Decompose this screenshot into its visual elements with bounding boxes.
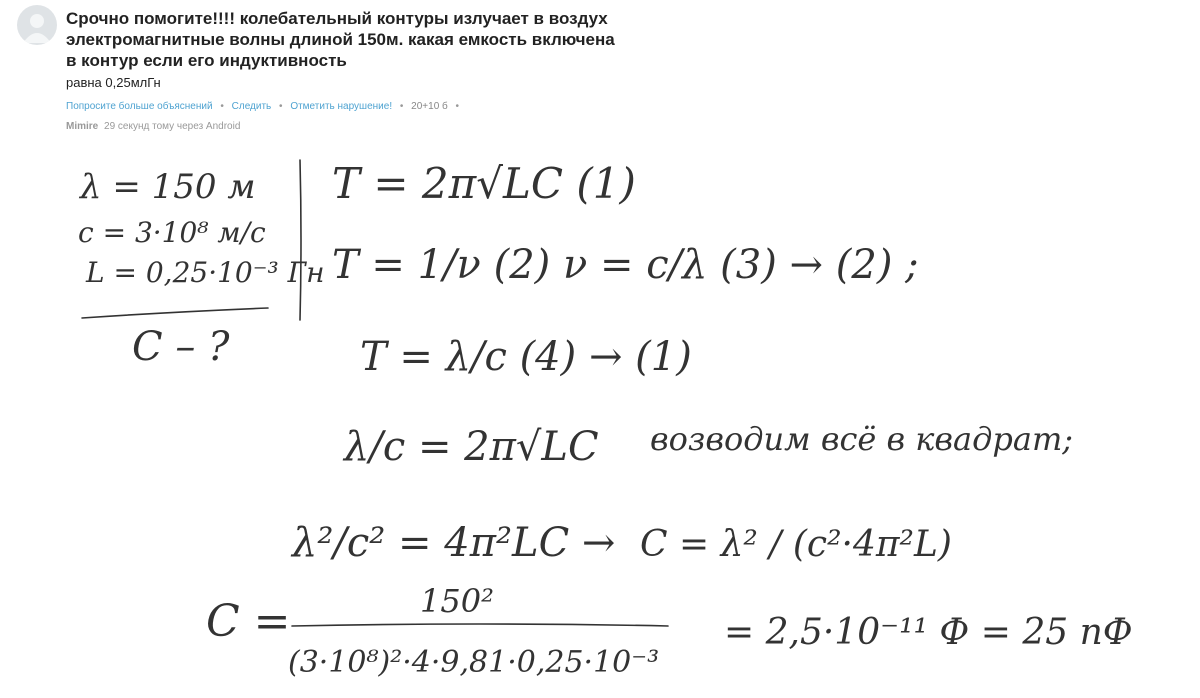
solution-line-5-right: C = λ² / (c²·4π²L) [640, 524, 952, 565]
separator-dot: • [220, 101, 224, 112]
follow-link[interactable]: Следить [231, 101, 272, 112]
answer-time: 29 секунд тому через Android [104, 121, 241, 132]
separator-dot: • [279, 101, 283, 112]
solution-line-6-result: = 2,5·10⁻¹¹ Ф = 25 пФ [724, 612, 1133, 653]
solution-line-1: T = 2π√LC (1) [332, 159, 636, 208]
question-actions [66, 101, 464, 112]
solution-line-6-denominator: (3·10⁸)²·4·9,81·0,25·10⁻³ [288, 645, 660, 680]
given-divider [300, 160, 301, 320]
solution-line-6-C: C = [206, 596, 291, 647]
ask-more-explanations-link[interactable]: Попросите больше объяснений [66, 101, 213, 112]
solution-line-2: T = 1/ν (2) ν = c/λ (3) → (2) ; [332, 242, 919, 288]
report-link[interactable]: Отметить нарушение! [290, 101, 393, 112]
points-badge: 20+10 б [411, 101, 448, 112]
question-subtitle: равна 0,25млГн [66, 75, 161, 90]
solution-line-6-fraction-bar [292, 624, 668, 626]
solution-line-4-equation: λ/c = 2π√LC [344, 424, 599, 470]
given-find: C – ? [132, 324, 230, 370]
question-title: Срочно помогите!!!! колебательный контуры излучает в воздух электромагнитные волны длиной 150м. какая емкость включена в контур если его индуктивность [66, 9, 615, 70]
given-underline [82, 308, 268, 318]
separator-dot: • [455, 101, 460, 112]
answer-username[interactable]: Mimire [66, 121, 99, 132]
solution-line-3: T = λ/c (4) → (1) [360, 334, 692, 380]
avatar[interactable] [17, 5, 57, 45]
given-L: L = 0,25·10⁻³ Гн [86, 256, 325, 289]
solution-line-6-numerator: 150² [420, 582, 494, 620]
separator-dot: • [399, 101, 404, 112]
given-lambda: λ = 150 м [80, 167, 256, 207]
solution-line-4-note: возводим всё в квадрат; [650, 420, 1074, 458]
given-c: c = 3·10⁸ м/с [78, 216, 266, 249]
handwritten-solution [0, 130, 1200, 698]
solution-line-5-left: λ²/c² = 4π²LC → [292, 520, 616, 566]
